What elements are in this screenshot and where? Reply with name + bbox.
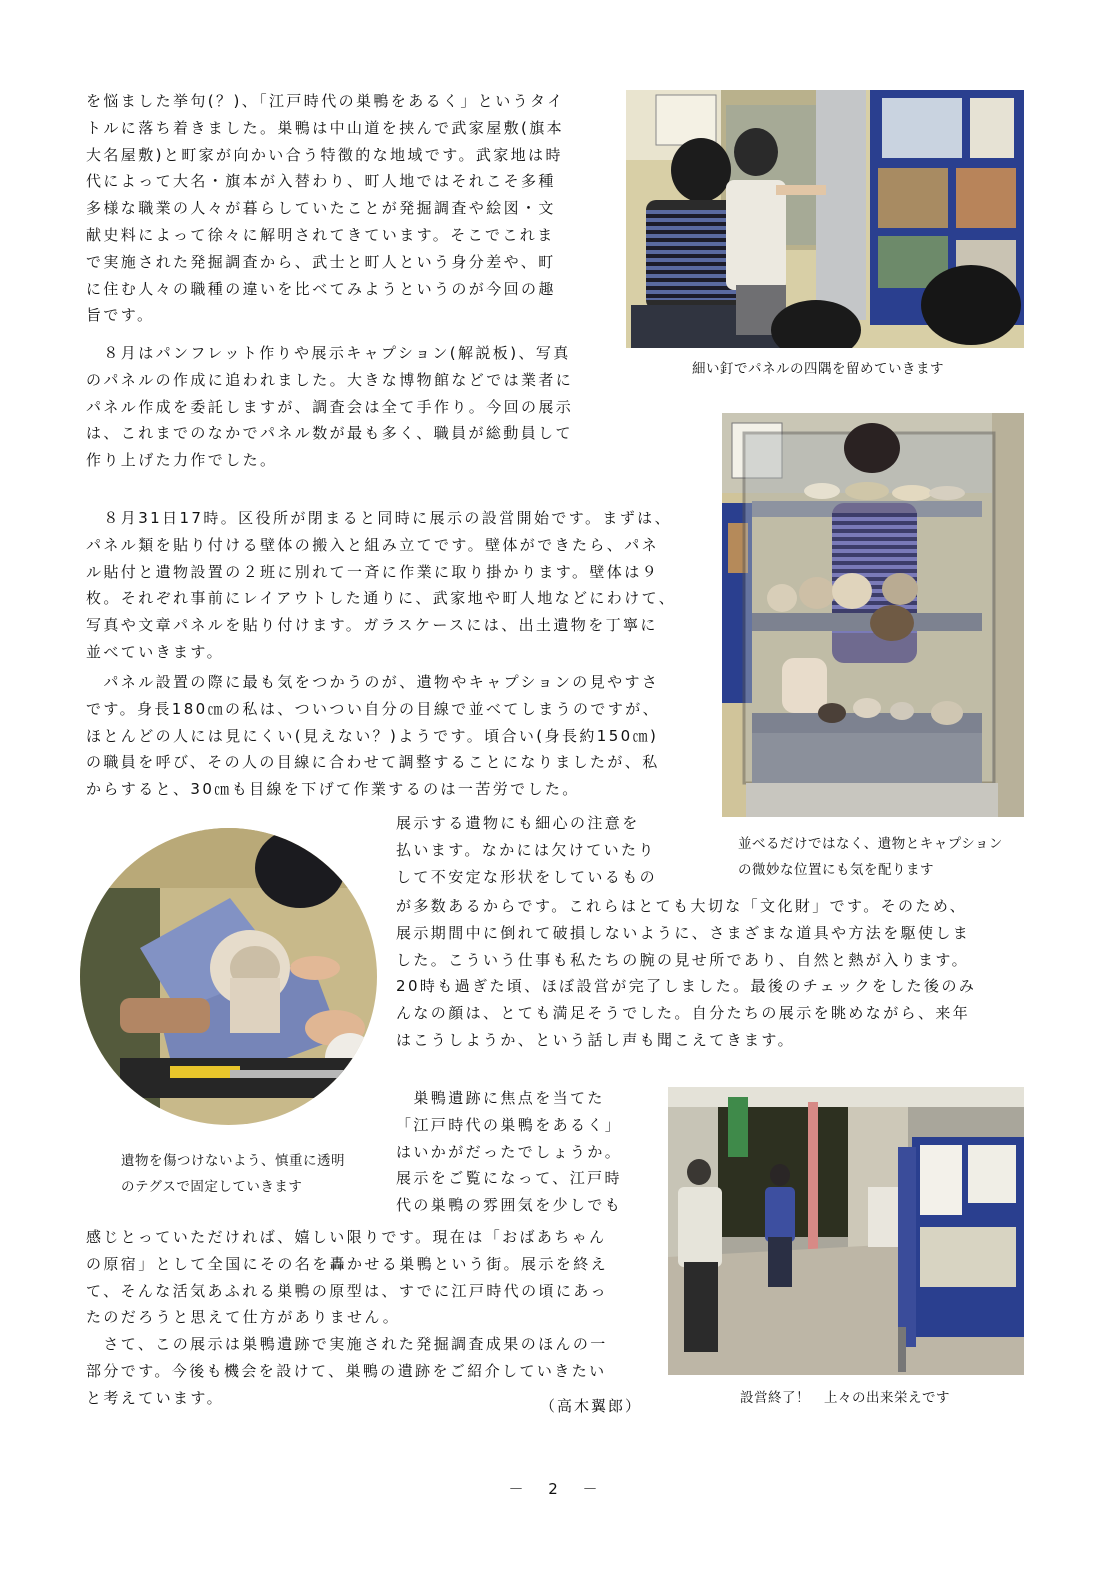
text-line: さて、この展示は巣鴨遺跡で実施された発掘調査成果のほんの一	[86, 1335, 608, 1354]
text-line: して不安定な形状をしているもの	[396, 867, 658, 886]
photo-display-case	[722, 413, 1024, 817]
text-line: 並べるだけではなく、遺物とキャプション	[738, 836, 1003, 852]
text-line: 「江戸時代の巣鴨をあるく」	[396, 1115, 623, 1134]
intro-paragraph	[86, 88, 565, 329]
text-line: パネル作成を委託しますが、調査会は全て手作り。今回の展示	[86, 397, 574, 416]
text-line: 巣鴨遺跡に焦点を当てた	[396, 1089, 605, 1107]
text-line: 枚。それぞれ事前にレイアウトした通りに、武家地や町人地などにわけて、	[86, 589, 677, 608]
text-line: パネル類を貼り付ける壁体の搬入と組み立てです。壁体ができたら、パネ	[86, 535, 660, 554]
caption-photo3	[121, 1148, 345, 1200]
text-line: 代の巣鴨の雰囲気を少しでも	[396, 1196, 623, 1215]
setup-paragraph	[86, 505, 676, 666]
text-line: の原宿」として全国にその名を轟かせる巣鴨という街。展示を終え	[86, 1254, 609, 1273]
text-line: を悩ました挙句(？)、「江戸時代の巣鴨をあるく」というタイ	[86, 92, 565, 110]
text-line: に住む人々の職種の違いを比べてみようというのが今回の趣	[86, 279, 556, 298]
text-line: の微妙な位置にも気を配ります	[738, 862, 934, 878]
text-line: のパネルの作成に追われました。大きな博物館などでは業者に	[86, 370, 574, 389]
text-line: のテグスで固定していきます	[121, 1179, 303, 1195]
text-line: トルに落ち着きました。巣鴨は中山道を挟んで武家屋敷(旗本	[86, 118, 565, 137]
text-line: の職員を呼び、その人の目線に合わせて調整することになりましたが、私	[86, 753, 660, 772]
text-line: んなの顔は、とても満足そうでした。自分たちの展示を眺めながら、来年	[396, 1004, 971, 1023]
text-line: パネル設置の際に最も気をつかうのが、遺物やキャプションの見やすさ	[86, 673, 660, 691]
text-line: 献史料によって徐々に解明されてきています。そこでこれま	[86, 225, 555, 244]
text-line: 旨です。	[86, 306, 155, 325]
care-paragraph-wide	[396, 893, 976, 1054]
page-number: － 2 －	[508, 1480, 608, 1498]
text-line: 20時も過ぎた頃、ほぼ設営が完了しました。最後のチェックをした後のみ	[396, 977, 977, 996]
text-line: たのだろうと思えて仕方がありません。	[86, 1308, 401, 1327]
caption-photo4	[740, 1385, 950, 1411]
text-line: はこうしようか、という話し声も聞こえてきます。	[396, 1030, 796, 1049]
text-line: 感じとっていただければ、嬉しい限りです。現在は「おばあちゃん	[86, 1228, 607, 1246]
text-line: ８月はパンフレット作りや展示キャプション(解説板)、写真	[86, 344, 571, 362]
text-line: 遺物を傷つけないよう、慎重に透明	[121, 1153, 345, 1169]
photo-fixing-artifact	[80, 828, 377, 1125]
text-line: ル貼付と遺物設置の２班に別れて一斉に作業に取り掛かります。壁体は９	[86, 562, 660, 581]
closing-paragraph-wide	[86, 1224, 608, 1412]
author-signature: （高木翼郎）	[540, 1397, 643, 1415]
text-line: です。身長180㎝の私は、ついつい自分の目線で並べてしまうのですが、	[86, 699, 661, 718]
care-paragraph-narrow	[396, 810, 657, 890]
text-line: 払います。なかには欠けていたり	[396, 840, 656, 859]
text-line: で実施された発掘調査から、武士と町人という身分差や、町	[86, 252, 556, 271]
text-line: が多数あるからです。これらはとても大切な「文化財」です。そのため、	[396, 897, 968, 915]
caption-photo1	[692, 356, 944, 382]
text-line: 並べていきます。	[86, 642, 225, 661]
text-line: 作り上げた力作でした。	[86, 451, 278, 470]
text-line: 部分です。今後も機会を設けて、巣鴨の遺跡をご紹介していきたい	[86, 1361, 607, 1380]
text-line: ８月31日17時。区役所が閉まると同時に展示の設営開始です。まずは、	[86, 509, 672, 527]
text-line: した。こういう仕事も私たちの腕の見せ所であり、自然と熱が入ります。	[396, 950, 970, 969]
text-line: からすると、30㎝も目線を下げて作業するのは一苦労でした。	[86, 780, 580, 799]
caption-photo2	[738, 831, 1003, 883]
text-line: 展示する遺物にも細心の注意を	[396, 814, 640, 832]
text-line: と考えています。	[86, 1388, 225, 1407]
text-line: 設営終了！ 上々の出来栄えです	[740, 1390, 950, 1406]
text-line: はいかがだったでしょうか。	[396, 1142, 623, 1161]
text-line: 大名屋敷)と町家が向かい合う特徴的な地域です。武家地は時	[86, 145, 563, 164]
text-line: 写真や文章パネルを貼り付けます。ガラスケースには、出土遺物を丁寧に	[86, 616, 658, 635]
text-line: て、そんな活気あふれる巣鴨の原型は、すでに江戸時代の頃にあっ	[86, 1281, 609, 1300]
photo-pinning-panels	[626, 90, 1024, 348]
text-line: は、これまでのなかでパネル数が最も多く、職員が総動員して	[86, 424, 573, 443]
august-paragraph	[86, 340, 573, 474]
text-line: 多様な職業の人々が暮らしていたことが発掘調査や絵図・文	[86, 199, 556, 218]
text-line: 展示期間中に倒れて破損しないように、さまざまな道具や方法を駆使しま	[396, 923, 971, 942]
closing-paragraph-narrow	[396, 1085, 622, 1219]
text-line: 展示をご覧になって、江戸時	[396, 1169, 622, 1188]
photo-finished-exhibit	[668, 1087, 1024, 1375]
text-line: ほとんどの人には見にくい(見えない？)ようです。頃合い(身長約150㎝)	[86, 726, 659, 745]
panels-paragraph	[86, 669, 660, 803]
text-line: 細い釘でパネルの四隅を留めていきます	[692, 361, 944, 377]
text-line: 代によって大名・旗本が入替わり、町人地ではそれこそ多種	[86, 172, 556, 191]
